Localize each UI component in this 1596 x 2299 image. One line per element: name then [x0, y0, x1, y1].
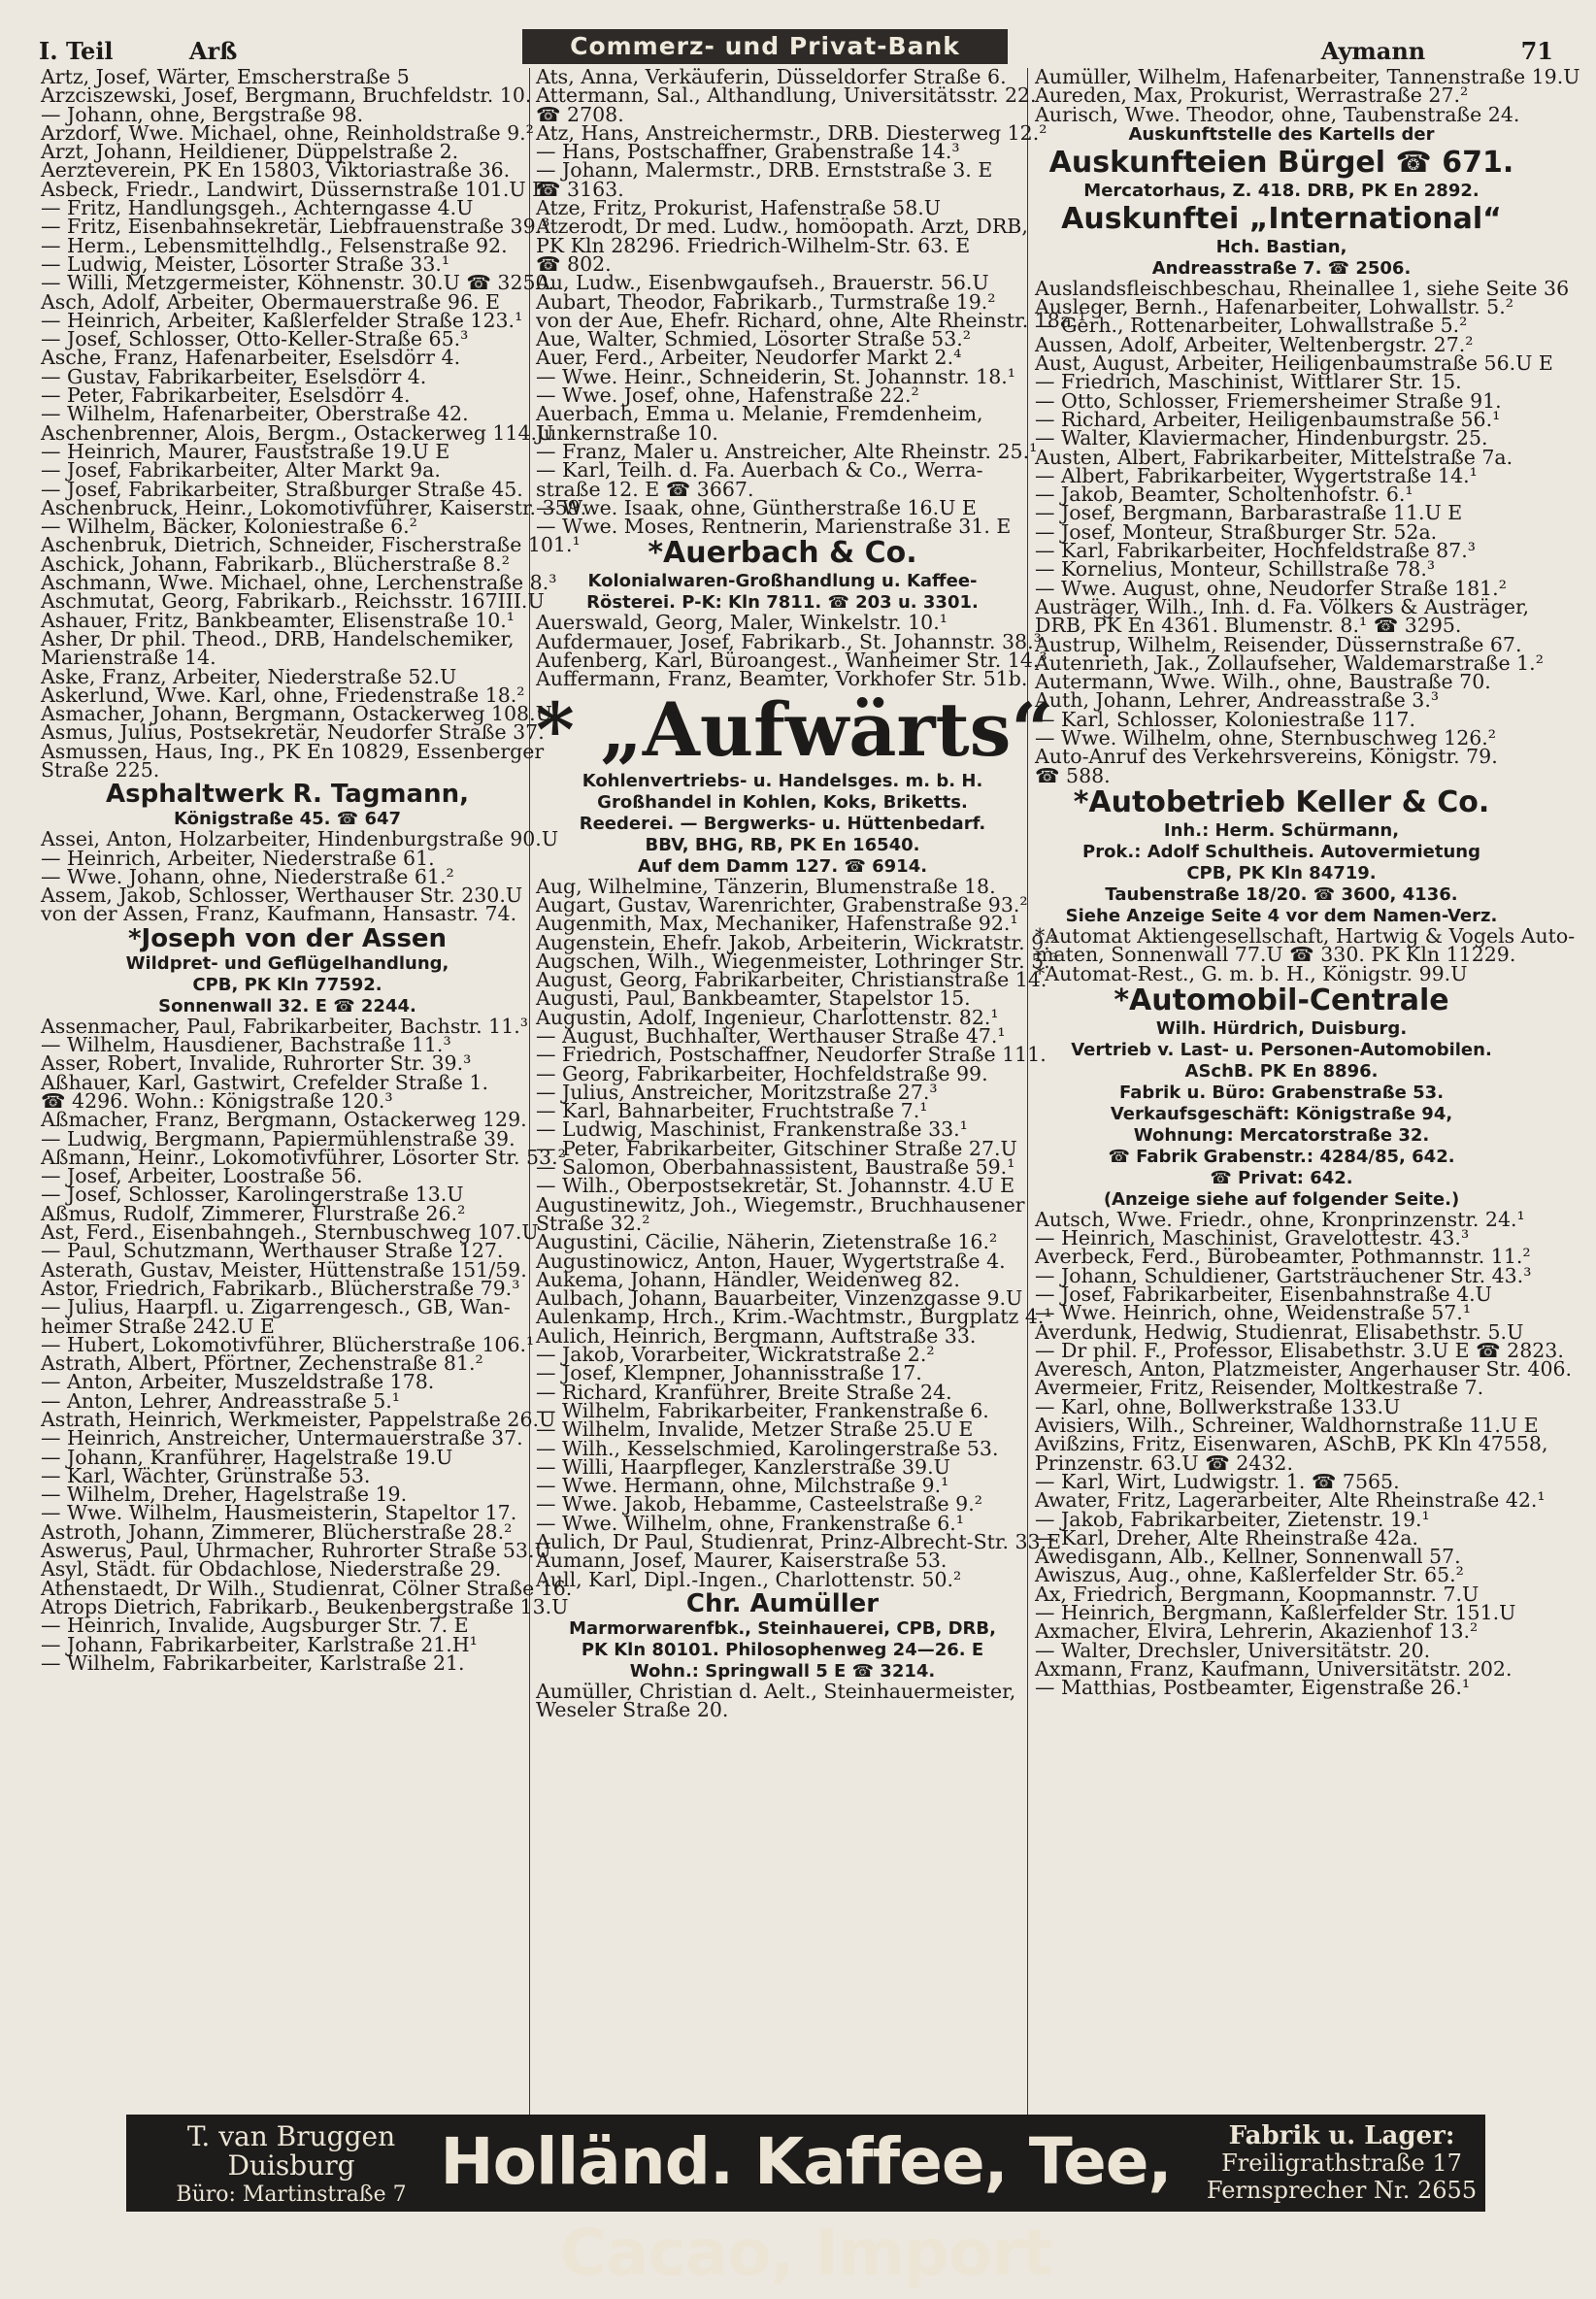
directory-entry: Auer, Ferd., Arbeiter, Neudorfer Markt 2.⁴: [536, 346, 962, 370]
directory-entry: — Josef, Fabrikarbeiter, Eisenbahnstraße 4.U: [1035, 1282, 1492, 1306]
directory-entry: — Walter, Klaviermacher, Hindenburgstr. 25.: [1035, 426, 1488, 450]
directory-entry: — Julius, Haarpfl. u. Zigarrengesch., GB, Wan-: [41, 1295, 511, 1319]
directory-entry: Augustin, Adolf, Ingenieur, Charlottenstr. 82.¹: [536, 1005, 999, 1029]
advert-banner: [126, 2115, 1485, 2290]
directory-entry: Aschmutat, Georg, Fabrikarb., Reichsstr. 167III.U: [41, 589, 545, 614]
directory-entry: Arzciszewski, Josef, Bergmann, Bruchfeldstr. 10.: [41, 83, 532, 108]
directory-entry: Atzerodt, Dr med. Ludw., homöopath. Arzt, DRB,: [536, 215, 1028, 239]
directory-entry: — Dr phil. F., Professor, Elisabethstr. 3.U E ☎ 2823.: [1035, 1338, 1564, 1362]
directory-entry: Astor, Friedrich, Fabrikarb., Blücherstraße 79.³: [41, 1276, 520, 1300]
directory-entry: Aschmann, Wwe. Michael, ohne, Lerchenstraße 8.³: [41, 571, 557, 595]
directory-entry: Aubart, Theodor, Fabrikarb., Turmstraße 19.²: [536, 289, 996, 314]
directory-entry: — Karl, Bahnarbeiter, Fruchtstraße 7.¹: [536, 1099, 928, 1123]
directory-entry: — Wwe. Jakob, Hebamme, Casteelstraße 9.²: [536, 1492, 982, 1516]
directory-entry: von der Assen, Franz, Kaufmann, Hansastr. 74.: [41, 902, 517, 926]
directory-entry: Autsch, Wwe. Friedr., ohne, Kronprinzenstr. 24.¹: [1035, 1207, 1525, 1231]
directory-entry: Augustini, Cäcilie, Näherin, Zietenstraße 16.²: [536, 1230, 998, 1254]
directory-entry: — Wilhelm, Bäcker, Koloniestraße 6.²: [41, 515, 417, 539]
header-letter: Arß: [188, 37, 238, 65]
directory-entry: Avißzins, Fritz, Eisenwaren, ASchB, PK Kln 47558,: [1035, 1432, 1548, 1456]
header-part: I. Teil: [39, 37, 114, 65]
directory-entry: — Peter, Fabrikarbeiter, Eselsdörr 4.: [41, 383, 411, 408]
directory-entry: — Jakob, Beamter, Scholtenhofstr. 6.¹: [1035, 483, 1413, 507]
directory-entry: Aßhauer, Karl, Gastwirt, Crefelder Straße 1.: [41, 1070, 488, 1094]
advertisement-line: Auf dem Damm 127. ☎ 6914.: [637, 855, 928, 877]
directory-entry: Aßmacher, Franz, Bergmann, Ostackerweg 129.: [41, 1108, 527, 1132]
directory-entry: Weseler Straße 20.: [536, 1698, 729, 1722]
directory-entry: Assem, Jakob, Schlosser, Werthauser Str. 230.U: [41, 883, 523, 908]
directory-entry: heimer Straße 242.U E: [41, 1314, 275, 1338]
directory-entry: — Josef, Schlosser, Karolingerstraße 13.U: [41, 1183, 464, 1207]
directory-entry: maten, Sonnenwall 77.U ☎ 330. PK Kln 11229.: [1035, 943, 1516, 967]
directory-entry: Axmann, Franz, Kaufmann, Universitätstr. 202.: [1035, 1656, 1513, 1681]
directory-entry: *Automat Aktiengesellschaft, Hartwig & Vogels Auto-: [1035, 923, 1576, 948]
directory-entry: — Jakob, Vorarbeiter, Wickratstraße 2.²: [536, 1343, 935, 1367]
directory-entry: — Ludwig, Bergmann, Papiermühlenstraße 39.: [41, 1126, 515, 1150]
advertisement-line: *Joseph von der Assen: [127, 923, 448, 953]
advertisement-line: Fabrik u. Büro: Grabenstraße 53.: [1118, 1082, 1445, 1103]
directory-entry: — Heinrich, Bergmann, Kaßlerfelder Str. 151.U: [1035, 1601, 1516, 1625]
directory-entry: — Wilhelm, Fabrikarbeiter, Frankenstraße 6.: [536, 1398, 989, 1422]
advertisement-line: Andreasstraße 7. ☎ 2506.: [1151, 257, 1412, 279]
directory-entry: — Karl, Wirt, Ludwigstr. 1. ☎ 7565.: [1035, 1469, 1400, 1493]
directory-entry: — Wilhelm, Fabrikarbeiter, Karlstraße 21.: [41, 1650, 465, 1675]
banner-factory-street: Freiligrathstraße 17: [1221, 2149, 1462, 2177]
page-header: [39, 29, 1553, 70]
directory-entry: — Walter, Drechsler, Universitätstr. 20.: [1035, 1638, 1431, 1662]
advertisement-line: * „Aufwärts“: [536, 685, 1054, 773]
advertisement-line: *Auerbach & Co.: [648, 536, 917, 571]
advertisement-line: Großhandel in Kohlen, Koks, Briketts.: [597, 791, 968, 813]
directory-entry: Aust, August, Arbeiter, Heiligenbaumstraße 56.U E: [1035, 351, 1553, 376]
advertisement-line: Kohlenvertriebs- u. Handelsges. m. b. H.: [582, 770, 983, 791]
directory-entry: Aschenbruck, Heinr., Lokomotivführer, Kaiserstr. 359.: [41, 495, 587, 519]
directory-entry: Straße 225.: [41, 757, 160, 782]
directory-entry: Asterath, Gustav, Meister, Hüttenstraße 151/59.: [41, 1257, 527, 1282]
advertisement-line: Verkaufsgeschäft: Königstraße 94,: [1110, 1103, 1453, 1124]
directory-entry: Averesch, Anton, Platzmeister, Angerhauser Str. 406.: [1035, 1357, 1573, 1382]
banner-phone: Fernsprecher Nr. 2655: [1206, 2177, 1478, 2204]
advertisement-line: Asphaltwerk R. Tagmann,: [106, 780, 469, 810]
directory-entry: — Anton, Lehrer, Andreasstraße 5.¹: [41, 1388, 401, 1413]
directory-entry: Augschen, Wilh., Wiegenmeister, Lothringer Str. 5.³: [536, 949, 1058, 973]
banner-left: [146, 2122, 437, 2210]
advertisement-line: Marmorwarenfbk., Steinhauerei, CPB, DRB,: [569, 1617, 996, 1639]
directory-entry: Astrath, Albert, Pförtner, Zechenstraße 81.²: [41, 1351, 483, 1376]
directory-entry: — Heinrich, Invalide, Augsburger Str. 7. E: [41, 1614, 469, 1638]
directory-entry: Aßmann, Heinr., Lokomotivführer, Lösorter Str. 53.²: [41, 1145, 566, 1169]
directory-entry: Atze, Fritz, Prokurist, Hafenstraße 58.U: [536, 196, 942, 220]
directory-entry: ☎ 3163.: [536, 177, 624, 201]
advertisement-line: CPB, PK Kln 77592.: [192, 974, 382, 995]
directory-entry: — Karl, Dreher, Alte Rheinstraße 42a.: [1035, 1525, 1418, 1549]
directory-entry: Averdunk, Hedwig, Studienrat, Elisabethstr. 5.U: [1035, 1319, 1524, 1344]
directory-entry: ☎ 588.: [1035, 763, 1111, 787]
advertisement-line: Vertrieb v. Last- u. Personen-Automobilen.: [1071, 1039, 1492, 1060]
directory-entry: — Fritz, Eisenbahnsekretär, Liebfrauenstraße 39.³: [41, 215, 550, 239]
directory-entry: — Fritz, Handlungsgeh., Achterngasse 4.U: [41, 196, 474, 220]
directory-entry: Ausleger, Bernh., Hafenarbeiter, Lohwallstr. 5.²: [1035, 295, 1513, 319]
directory-entry: — Heinrich, Maurer, Fauststraße 19.U E: [41, 439, 450, 463]
directory-entry: Augenmith, Max, Mechaniker, Hafenstraße 92.¹: [536, 912, 1018, 936]
directory-entry: — Heinrich, Arbeiter, Niederstraße 61.: [41, 846, 435, 870]
directory-entry: Aulich, Dr Paul, Studienrat, Prinz-Albrecht-Str. 33.E: [536, 1530, 1062, 1553]
directory-entry: Augustinewitz, Joh., Wiegemstr., Bruchhausener: [536, 1192, 1025, 1216]
directory-entry: — Wwe. Heinrich, ohne, Weidenstraße 57.¹: [1035, 1301, 1472, 1325]
directory-entry: — Heinrich, Anstreicher, Untermauerstraße 37.: [41, 1426, 523, 1450]
advertisement-line: Mercatorhaus, Z. 418. DRB, PK En 2892.: [1083, 180, 1480, 201]
directory-entry: — Wwe. August, ohne, Neudorfer Straße 181.²: [1035, 576, 1507, 600]
advertisement-line: Wohnung: Mercatorstraße 32.: [1133, 1124, 1430, 1146]
directory-entry: Astrath, Heinrich, Werkmeister, Pappelstraße 26.U: [41, 1408, 556, 1431]
directory-entry: Asmacher, Johann, Bergmann, Ostackerweg 108.U: [41, 702, 552, 726]
directory-entry: Awedisgann, Alb., Kellner, Sonnenwall 57.: [1035, 1545, 1461, 1569]
directory-entry: — Hubert, Lokomotivführer, Blücherstraße 106.¹: [41, 1332, 535, 1356]
directory-entry: Assei, Anton, Holzarbeiter, Hindenburgstraße 90.U: [41, 827, 559, 851]
directory-entry: *Automat-Rest., G. m. b. H., Königstr. 99.U: [1035, 961, 1468, 985]
directory-entry: Avisiers, Wilh., Schreiner, Waldhornstraße 11.U E: [1035, 1414, 1539, 1438]
directory-entry: — Matthias, Postbeamter, Eigenstraße 26.¹: [1035, 1676, 1471, 1700]
directory-entry: — Albert, Fabrikarbeiter, Wygertstraße 14.¹: [1035, 463, 1478, 487]
directory-entry: Astroth, Johann, Zimmerer, Blücherstraße 28.²: [41, 1519, 513, 1544]
directory-entry: Asher, Dr phil. Theod., DRB, Handelschemiker,: [41, 626, 515, 650]
directory-entry: Asche, Franz, Hafenarbeiter, Eselsdörr 4.: [41, 346, 461, 370]
directory-entry: Aug, Wilhelmine, Tänzerin, Blumenstraße 18.: [536, 874, 996, 898]
banner-office: Büro: Martinstraße 7: [176, 2182, 407, 2207]
directory-entry: Auffermann, Franz, Beamter, Vorkhofer Str. 51b.: [536, 667, 1028, 691]
directory-entry: Autermann, Wwe. Wilh., ohne, Baustraße 70.: [1035, 670, 1491, 694]
directory-entry: — Herm., Lebensmittelhdlg., Felsenstraße 92.: [41, 233, 508, 257]
directory-entry: ☎ 2708.: [536, 102, 624, 126]
page-number: 71: [1520, 37, 1553, 65]
directory-entry: Ax, Friedrich, Bergmann, Koopmannstr. 7.U: [1035, 1582, 1480, 1606]
directory-entry: Aumann, Josef, Maurer, Kaiserstraße 53.: [536, 1549, 948, 1573]
advertisement-line: Auskunftei „International“: [1061, 201, 1502, 236]
directory-entry: Askerlund, Wwe. Karl, ohne, Friedenstraße 18.²: [41, 683, 525, 707]
directory-entry: — Heinrich, Arbeiter, Kaßlerfelder Straße 123.¹: [41, 308, 523, 332]
directory-entry: — Wwe. Isaak, ohne, Güntherstraße 16.U E: [536, 495, 977, 519]
directory-entry: Aumüller, Wilhelm, Hafenarbeiter, Tannenstraße 19.U: [1035, 65, 1580, 88]
directory-entry: ☎ 802.: [536, 251, 612, 276]
directory-entry: Ashauer, Fritz, Bankbeamter, Elisenstraße 10.¹: [41, 608, 515, 632]
directory-entry: Austräger, Wilh., Inh. d. Fa. Völkers & Austräger,: [1035, 594, 1530, 618]
directory-entry: — Georg, Fabrikarbeiter, Hochfeldstraße 99.: [536, 1061, 988, 1085]
directory-entry: — Willi, Haarpfleger, Kanzlerstraße 39.U: [536, 1454, 950, 1479]
directory-entry: Artz, Josef, Wärter, Emscherstraße 5: [41, 65, 410, 88]
directory-entry: Auerbach, Emma u. Melanie, Fremdenheim,: [536, 402, 983, 426]
directory-entry: von der Aue, Ehefr. Richard, ohne, Alte Rheinstr. 18a.¹: [536, 308, 1086, 332]
directory-entry: Awater, Fritz, Lagerarbeiter, Alte Rheinstraße 42.¹: [1035, 1488, 1546, 1513]
directory-entry: — Karl, ohne, Bollwerkstraße 133.U: [1035, 1394, 1401, 1418]
advertisement-line: Kolonialwaren-Großhandlung u. Kaffee-: [587, 571, 978, 592]
directory-entry: — Wilhelm, Hafenarbeiter, Oberstraße 42.: [41, 402, 469, 426]
directory-entry: Axmacher, Elvira, Lehrerin, Akazienhof 13.²: [1035, 1619, 1479, 1644]
advertisement-line: Prok.: Adolf Schultheis. Autovermietung: [1082, 841, 1480, 862]
directory-entry: Asbeck, Friedr., Landwirt, Düssernstraße 101.U E: [41, 177, 548, 201]
advertisement-line: PK Kln 80101. Philosophenweg 24—26. E: [581, 1639, 984, 1660]
directory-entry: Aukema, Johann, Händler, Weidenweg 82.: [536, 1267, 960, 1291]
directory-entry: Junkernstraße 10.: [536, 420, 718, 445]
directory-entry: — Jakob, Fabrikarbeiter, Zietenstr. 19.¹: [1035, 1507, 1430, 1531]
header-left: [39, 37, 305, 65]
advertisement-line: Wohn.: Springwall 5 E ☎ 3214.: [629, 1660, 936, 1682]
directory-entry: — Peter, Fabrikarbeiter, Gitschiner Straße 27.U: [536, 1136, 1017, 1160]
directory-entry: — Richard, Kranführer, Breite Straße 24.: [536, 1380, 952, 1404]
directory-entry: Aulich, Heinrich, Bergmann, Auftstraße 33.: [536, 1323, 977, 1348]
directory-entry: — Ludwig, Meister, Lösorter Straße 33.¹: [41, 251, 450, 276]
directory-entry: Aufdermauer, Josef, Fabrikarb., St. Johannstr. 38.³: [536, 629, 1042, 653]
advertisement-line: ☎ Privat: 642.: [1210, 1167, 1353, 1188]
directory-entry: — Josef, Fabrikarbeiter, Alter Markt 9a.: [41, 458, 441, 483]
header-last-word: Aymann: [1320, 37, 1426, 65]
directory-entry: — Wwe. Heinr., Schneiderin, St. Johannstr. 18.¹: [536, 364, 1015, 388]
directory-entry: — Johann, Fabrikarbeiter, Karlstraße 21.H¹: [41, 1632, 478, 1656]
advertisement-line: Sonnenwall 32. E ☎ 2244.: [158, 995, 416, 1016]
directory-entry: — Karl, Fabrikarbeiter, Hochfeldstraße 87.³: [1035, 539, 1476, 563]
directory-entry: — Johann, Malermstr., DRB. Ernststraße 3. E: [536, 158, 993, 183]
directory-entry: Aulenkamp, Hrch., Krim.-Wachtmstr., Burgplatz 4.¹: [536, 1305, 1052, 1329]
directory-entry: — Gerh., Rottenarbeiter, Lohwallstraße 5.²: [1035, 314, 1468, 338]
directory-entry: Aschenbruk, Dietrich, Schneider, Fischerstraße 101.¹: [41, 533, 581, 557]
directory-entry: DRB, PK En 4361. Blumenstr. 8.¹ ☎ 3295.: [1035, 614, 1462, 638]
directory-entry: Awiszus, Aug., ohne, Kaßlerfelder Str. 65.²: [1035, 1563, 1464, 1587]
directory-entry: — Kornelius, Monteur, Schillstraße 78.³: [1035, 557, 1436, 582]
directory-entry: Atrops Dietrich, Fabrikarb., Beukenbergstraße 13.U: [41, 1594, 569, 1618]
advertisement-line: (Anzeige siehe auf folgender Seite.): [1103, 1188, 1460, 1210]
directory-entry: — Josef, Fabrikarbeiter, Straßburger Straße 45.: [41, 477, 523, 501]
banner-factory-title: Fabrik u. Lager:: [1228, 2121, 1455, 2150]
directory-entry: — Otto, Schlosser, Friemersheimer Straße 91.: [1035, 388, 1502, 413]
advertisement-line: Auskunftstelle des Kartells der: [1128, 123, 1435, 145]
advertisement-line: Siehe Anzeige Seite 4 vor dem Namen-Verz.: [1065, 905, 1498, 926]
directory-entry: — Ludwig, Maschinist, Frankenstraße 33.¹: [536, 1117, 968, 1142]
directory-column-3: [1035, 65, 1580, 1700]
directory-entry: Augart, Gustav, Warenrichter, Grabenstraße 93.²: [536, 892, 1028, 916]
directory-entry: Aerzteverein, PK En 15803, Viktoriastraße 36.: [41, 158, 511, 183]
advertisement-line: Königstraße 45. ☎ 647: [173, 809, 402, 830]
directory-entry: Aull, Karl, Dipl.-Ingen., Charlottenstr. 50.²: [536, 1567, 962, 1591]
directory-entry: Augusti, Paul, Bankbeamter, Stapelstor 15.: [536, 986, 971, 1011]
advertisement-line: Wilh. Hürdrich, Duisburg.: [1155, 1017, 1408, 1039]
directory-entry: — Julius, Anstreicher, Moritzstraße 27.³: [536, 1080, 938, 1104]
directory-entry: — Friedrich, Maschinist, Wittlarer Str. 15.: [1035, 370, 1462, 394]
advertisement-line: CPB, PK Kln 84719.: [1186, 862, 1377, 883]
directory-entry: — Josef, Schlosser, Otto-Keller-Straße 65.³: [41, 327, 469, 351]
directory-entry: — Wilh., Kesselschmied, Karolingerstraße 53.: [536, 1436, 999, 1460]
directory-entry: — Karl, Wächter, Grünstraße 53.: [41, 1463, 371, 1487]
directory-entry: — Wwe. Wilhelm, ohne, Frankenstraße 6.¹: [536, 1511, 965, 1535]
directory-entry: — Wwe. Wilhelm, Hausmeisterin, Stapeltor 17.: [41, 1501, 517, 1525]
directory-entry: Augenstein, Ehefr. Jakob, Arbeiterin, Wickratstr. 9.²: [536, 930, 1058, 954]
directory-entry: Averbeck, Ferd., Bürobeamter, Pothmannstr. 11.²: [1035, 1245, 1531, 1269]
directory-entry: — Wilhelm, Dreher, Hagelstraße 19.: [41, 1483, 408, 1507]
directory-entry: Auslandsfleischbeschau, Rheinallee 1, siehe Seite 36: [1035, 276, 1570, 300]
directory-entry: Ats, Anna, Verkäuferin, Düsseldorfer Straße 6.: [536, 65, 1007, 88]
directory-entry: Aulbach, Johann, Bauarbeiter, Vinzenzgasse 9.U: [536, 1286, 1023, 1311]
directory-entry: Aussen, Adolf, Arbeiter, Weltenbergstr. 27.²: [1035, 332, 1474, 356]
directory-entry: — Wwe. Josef, ohne, Hafenstraße 22.²: [536, 383, 919, 408]
directory-entry: Atz, Hans, Anstreichermstr., DRB. Diesterweg 12.²: [536, 120, 1047, 145]
directory-entry: Auerswald, Georg, Maler, Winkelstr. 10.¹: [536, 611, 948, 635]
banner-city: Duisburg: [227, 2149, 355, 2182]
directory-entry: Augustinowicz, Anton, Hauer, Wygertstraße 4.: [536, 1249, 1006, 1273]
advertisement-line: BBV, BHG, RB, PK En 16540.: [645, 834, 920, 855]
advertisement-line: Auskunfteien Bürgel ☎ 671.: [1048, 145, 1514, 180]
directory-entry: — Wwe. Moses, Rentnerin, Marienstraße 31. E: [536, 515, 1012, 539]
directory-entry: Auth, Johann, Lehrer, Andreasstraße 3.³: [1035, 688, 1440, 713]
directory-entry: Au, Ludw., Eisenbwgaufseh., Brauerstr. 56.U: [536, 271, 989, 295]
directory-entry: — Josef, Bergmann, Barbarastraße 11.U E: [1035, 501, 1463, 525]
directory-entry: — Josef, Monteur, Straßburger Str. 52a.: [1035, 519, 1438, 544]
directory-entry: — Johann, Schuldiener, Gartsträuchener Str. 43.³: [1035, 1263, 1532, 1287]
header-right: [1234, 37, 1553, 65]
banner-headline: Holländ. Kaffee, Tee, Cacao, Import: [440, 2124, 1172, 2290]
directory-entry: — Hans, Postschaffner, Grabenstraße 14.³: [536, 140, 960, 164]
directory-entry: PK Kln 28296. Friedrich-Wilhelm-Str. 63. E: [536, 233, 971, 257]
advertisement-line: Taubenstraße 18/20. ☎ 3600, 4136.: [1105, 883, 1458, 905]
directory-entry: Austen, Albert, Fabrikarbeiter, Mittelstraße 7a.: [1035, 445, 1513, 469]
directory-entry: — Wwe. Wilhelm, ohne, Sternbuschweg 126.²: [1035, 726, 1497, 750]
directory-entry: — August, Buchhalter, Werthauser Straße 47.¹: [536, 1023, 1006, 1048]
directory-entry: Aswerus, Paul, Uhrmacher, Ruhrorter Straße 53.U: [41, 1539, 551, 1563]
directory-entry: Prinzenstr. 63.U ☎ 2432.: [1035, 1450, 1293, 1475]
directory-entry: Avermeier, Fritz, Reisender, Moltkestraße 7.: [1035, 1376, 1484, 1400]
directory-entry: — Johann, ohne, Bergstraße 98.: [41, 102, 364, 126]
directory-entry: — Salomon, Oberbahnassistent, Baustraße 59.¹: [536, 1155, 1015, 1180]
directory-entry: Aue, Walter, Schmied, Lösorter Straße 53.²: [536, 327, 971, 351]
directory-entry: Marienstraße 14.: [41, 646, 216, 670]
directory-entry: Asyl, Städt. für Obdachlose, Niederstraße 29.: [41, 1557, 502, 1582]
directory-entry: Attermann, Sal., Althandlung, Universitätsstr. 22.: [536, 83, 1037, 108]
banner-company: T. van Bruggen: [186, 2120, 396, 2152]
advertisement-line: Wildpret- und Geflügelhandlung,: [125, 952, 449, 974]
directory-entry: Ast, Ferd., Eisenbahngeh., Sternbuschweg 107.U: [41, 1220, 539, 1245]
directory-entry: — Willi, Metzgermeister, Köhnenstr. 30.U ☎ 3250.: [41, 271, 555, 295]
directory-entry: — Paul, Schutzmann, Werthauser Straße 127.: [41, 1239, 504, 1263]
advertisement-line: *Autobetrieb Keller & Co.: [1073, 784, 1490, 819]
directory-entry: Austrup, Wilhelm, Reisender, Düssernstraße 67.: [1035, 632, 1522, 656]
directory-entry: Aschenbrenner, Alois, Bergm., Ostackerweg 114.U: [41, 420, 554, 445]
directory-entry: Aßmus, Rudolf, Zimmerer, Flurstraße 26.²: [41, 1201, 466, 1225]
directory-entry: — Wwe. Johann, ohne, Niederstraße 61.²: [41, 864, 454, 888]
advertisement-line: Reederei. — Bergwerks- u. Hüttenbedarf.: [579, 813, 986, 834]
directory-entry: — Wwe. Hermann, ohne, Milchstraße 9.¹: [536, 1474, 949, 1498]
directory-entry: — Gustav, Fabrikarbeiter, Eselsdörr 4.: [41, 364, 427, 388]
advertisement-line: Inh.: Herm. Schürmann,: [1163, 819, 1400, 841]
directory-entry: — Wilhelm, Invalide, Metzer Straße 25.U E: [536, 1417, 974, 1442]
directory-entry: Asser, Robert, Invalide, Ruhrorter Str. 39.³: [41, 1051, 472, 1076]
advertisement-line: ☎ Fabrik Grabenstr.: 4284/85, 642.: [1108, 1146, 1455, 1167]
header-advert-band: Commerz- und Privat-Bank: [522, 29, 1008, 64]
directory-entry: Straße 32.²: [536, 1211, 650, 1235]
directory-entry: Arzt, Johann, Heildiener, Düppelstraße 2.: [41, 140, 459, 164]
directory-entry: Aske, Franz, Arbeiter, Niederstraße 52.U: [41, 664, 457, 688]
directory-entry: Aufenberg, Karl, Büroangest., Wanheimer Str. 14.³: [536, 649, 1047, 673]
directory-entry: — Johann, Kranführer, Hagelstraße 19.U: [41, 1445, 453, 1469]
directory-entry: Asch, Adolf, Arbeiter, Obermauerstraße 96. E: [41, 289, 500, 314]
directory-entry: — Karl, Teilh. d. Fa. Auerbach & Co., Werra-: [536, 458, 983, 483]
directory-entry: Assenmacher, Paul, Fabrikarbeiter, Bachstr. 11.³: [41, 1014, 528, 1038]
directory-entry: Asmus, Julius, Postsekretär, Neudorfer Straße 37.: [41, 720, 545, 745]
advertisement-line: Hch. Bastian,: [1215, 236, 1347, 257]
advertisement-line: *Automobil-Centrale: [1114, 983, 1449, 1017]
directory-entry: — Josef, Arbeiter, Loostraße 56.: [41, 1164, 363, 1188]
directory-entry: Asmussen, Haus, Ing., PK En 10829, Essenberger: [41, 739, 545, 763]
directory-entry: Aschick, Johann, Fabrikarb., Blücherstraße 8.²: [41, 551, 510, 576]
directory-entry: — Wilh., Oberpostsekretär, St. Johannstr. 4.U E: [536, 1174, 1015, 1198]
directory-entry: Aurisch, Wwe. Theodor, ohne, Taubenstraße 24.: [1035, 102, 1520, 126]
directory-entry: — Josef, Klempner, Johannisstraße 17.: [536, 1361, 922, 1385]
directory-entry: straße 12. E ☎ 3667.: [536, 477, 754, 501]
directory-entry: Aumüller, Christian d. Aelt., Steinhauermeister,: [536, 1679, 1016, 1703]
directory-entry: ☎ 4296. Wohn.: Königstraße 120.³: [41, 1088, 393, 1113]
directory-entry: — Wilhelm, Hausdiener, Bachstraße 11.³: [41, 1033, 451, 1057]
advertisement-line: Chr. Aumüller: [685, 1588, 880, 1618]
directory-entry: Arzdorf, Wwe. Michael, ohne, Reinholdstraße 9.²: [41, 120, 534, 145]
directory-entry: August, Georg, Fabrikarbeiter, Christianstraße 14.: [536, 968, 1047, 992]
advertisement-line: Rösterei. P-K: Kln 7811. ☎ 203 u. 3301.: [586, 592, 979, 614]
directory-entry: Athenstaedt, Dr Wilh., Studienrat, Cölner Straße 16.: [41, 1576, 573, 1600]
directory-entry: — Karl, Schlosser, Koloniestraße 117.: [1035, 707, 1415, 731]
directory-entry: — Richard, Arbeiter, Heiligenbaumstraße 56.¹: [1035, 407, 1501, 431]
directory-entry: — Heinrich, Maschinist, Gravelottestr. 43.³: [1035, 1226, 1470, 1250]
directory-entry: — Anton, Arbeiter, Muszeldstraße 178.: [41, 1370, 435, 1394]
banner-right: [1206, 2122, 1478, 2204]
directory-entry: Aureden, Max, Prokurist, Werrastraße 27.²: [1035, 83, 1469, 108]
directory-entry: Auto-Anruf des Verkehrsvereins, Königstr. 79.: [1035, 745, 1498, 769]
directory-entry: — Friedrich, Postschaffner, Neudorfer Straße 111.: [536, 1043, 1047, 1067]
directory-entry: — Franz, Maler u. Anstreicher, Alte Rheinstr. 25.¹: [536, 439, 1038, 463]
directory-entry: Autenrieth, Jak., Zollaufseher, Waldemarstraße 1.²: [1035, 650, 1544, 675]
advertisement-line: ASchB. PK En 8896.: [1184, 1060, 1379, 1082]
